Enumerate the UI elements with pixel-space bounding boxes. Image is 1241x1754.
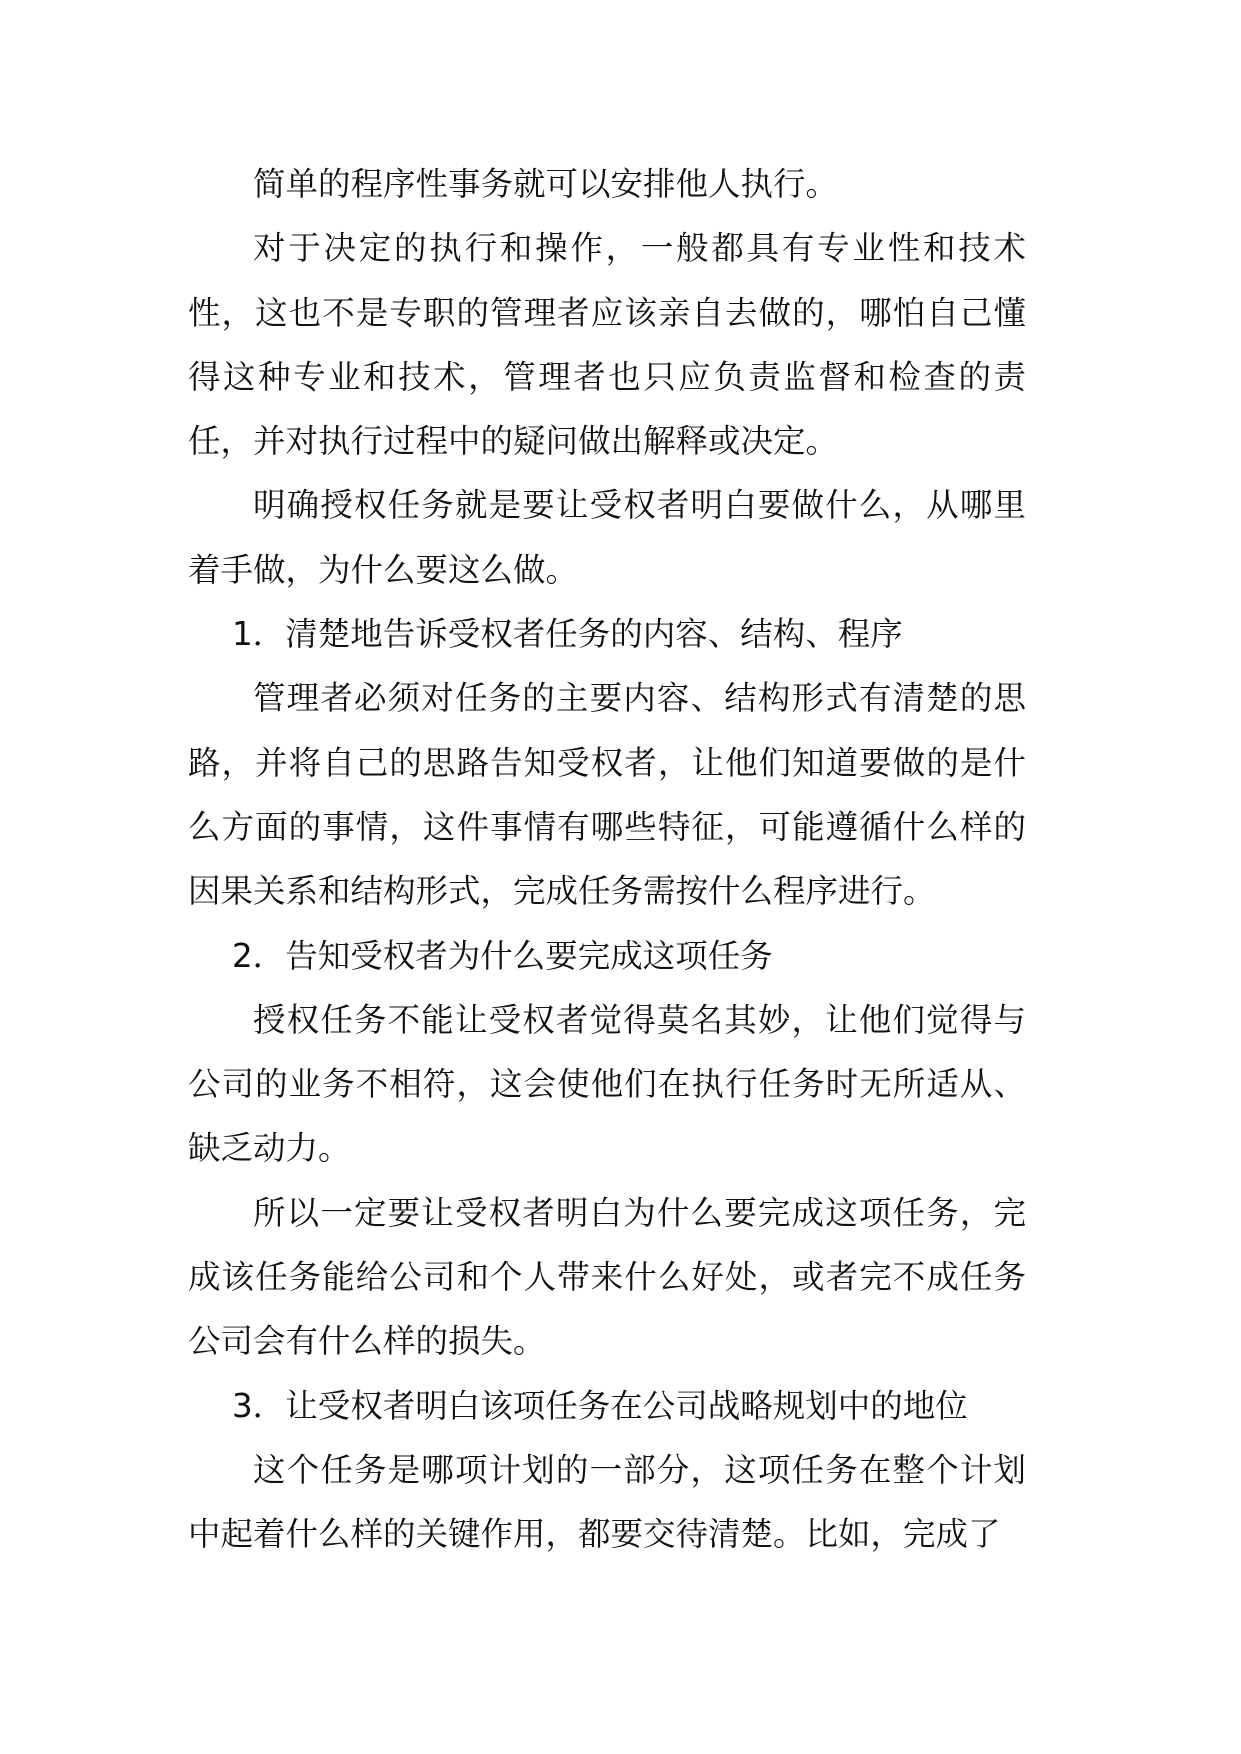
section-heading xyxy=(188,602,1026,666)
section-heading xyxy=(188,1374,1026,1438)
paragraph: 对于决定的执行和操作，一般都具有专业性和技术性，这也不是专职的管理者应该亲自去做的，哪怕自己懂得这种专业和技术，管理者也只应负责监督和检查的责任，并对执行过程中的疑问做出解释或决定。 xyxy=(188,229,1026,461)
document-body xyxy=(188,152,1026,1567)
section-heading-text: 清楚地告诉受权者任务的内容、结构、程序 xyxy=(285,615,903,654)
section-number: 2． xyxy=(232,936,286,975)
section-heading-text: 告知受权者为什么要完成这项任务 xyxy=(285,936,773,975)
paragraph: 简单的程序性事务就可以安排他人执行。 xyxy=(253,165,839,203)
paragraph: 明确授权任务就是要让受权者明白要做什么，从哪里着手做，为什么要这么做。 xyxy=(188,486,1026,589)
paragraph: 所以一定要让受权者明白为什么要完成这项任务，完成该任务能给公司和个人带来什么好处，或者完不成任务公司会有什么样的损失。 xyxy=(188,1193,1026,1361)
paragraph: 授权任务不能让受权者觉得莫名其妙，让他们觉得与公司的业务不相符，这会使他们在执行任务时无所适从、缺乏动力。 xyxy=(188,1000,1026,1168)
section-number: 3． xyxy=(232,1386,286,1425)
section-heading xyxy=(188,924,1026,988)
section-number: 1． xyxy=(232,615,286,654)
section-heading-text: 让受权者明白该项任务在公司战略规划中的地位 xyxy=(285,1386,968,1425)
paragraph: 管理者必须对任务的主要内容、结构形式有清楚的思路，并将自己的思路告知受权者，让他们知道要做的是什么方面的事情，这件事情有哪些特征，可能遵循什么样的因果关系和结构形式，完成任务需按什么程序进行。 xyxy=(188,679,1026,911)
paragraph: 这个任务是哪项计划的一部分，这项任务在整个计划中起着什么样的关键作用，都要交待清楚。比如，完成了 xyxy=(188,1450,1026,1554)
